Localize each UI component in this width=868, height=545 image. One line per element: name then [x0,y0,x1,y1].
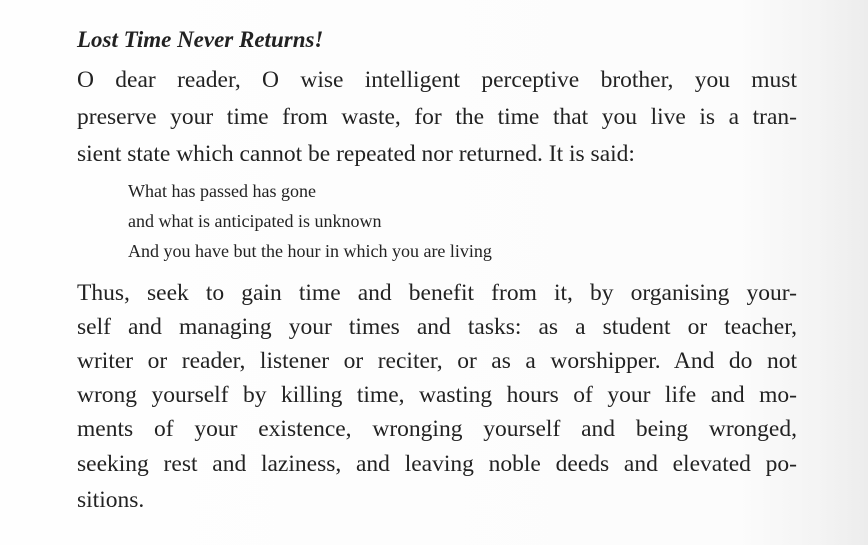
paragraph-1-line-2: preserve your time from waste, for the time that you live is a tran- [77,104,797,130]
paragraph-2-line-2: self and managing your times and tasks: as a student or teacher, [77,314,797,340]
paragraph-1-line-3: sient state which cannot be repeated nor returned. It is said: [77,141,635,167]
verse-line-3: And you have but the hour in which you are living [128,241,492,261]
verse-line-2: and what is anticipated is unknown [128,211,382,231]
paragraph-2-line-4: wrong yourself by killing time, wasting hours of your life and mo- [77,382,797,408]
verse-line-1: What has passed has gone [128,181,316,201]
paragraph-1-line-1: O dear reader, O wise intelligent perceptive brother, you must [77,67,797,93]
section-heading: Lost Time Never Returns! [77,27,324,52]
paragraph-2-line-6: seeking rest and laziness, and leaving noble deeds and elevated po- [77,451,797,477]
paragraph-2-line-3: writer or reader, listener or reciter, or as a worshipper. And do not [77,348,797,374]
paragraph-2-line-1: Thus, seek to gain time and benefit from it, by organising your- [77,280,797,306]
paragraph-2-line-7: sitions. [77,487,145,513]
paragraph-2-line-5: ments of your existence, wronging yourself and being wronged, [77,416,797,442]
